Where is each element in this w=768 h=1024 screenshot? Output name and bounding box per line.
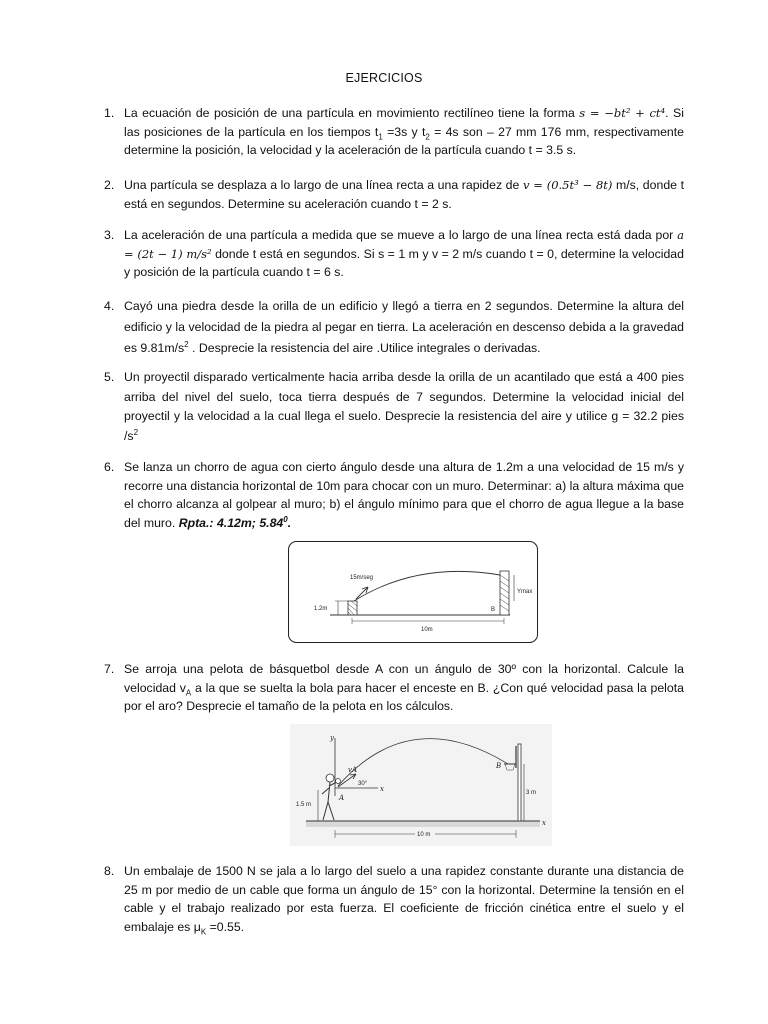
ymax-label: Ymax [517, 589, 533, 595]
speed-label: 15m/seg [350, 575, 374, 581]
water-jet-figure [288, 541, 538, 643]
velocity-formula: v = (0.5t³ − 8t) [522, 178, 613, 192]
velocity-label: vA [348, 766, 358, 774]
distance-label: 10 m [417, 832, 431, 838]
exercise-1: 1. La ecuación de posición de una partícula en movimiento rectilíneo tiene la forma s = −bt² + ct⁴. Si las posiciones de la partícula en los tiempos $t_1 =3s$ y $t_2 = 4s$ son – 27 mm 176 mm, respectivamente determine la posición, la velocidad y la aceleración de la partícula cuando t = 3.5 s. [104, 106, 685, 157]
height-a-label: 1.5 m [296, 802, 312, 808]
angle-label: 30° [358, 781, 368, 787]
exercise-number: 6. [104, 460, 115, 474]
exercise-4: 4. Cayó una piedra desde la orilla de un edificio y llegó a tierra en 2 segundos. Determine la altura del edificio y la velocidad de la piedra al pegar en tierra. La aceleración en descenso debida a la gravedad es $9.81m/s^2$ . Desprecie la resistencia del aire .Utilice integrales o derivadas. [124, 296, 684, 359]
ground-axis-label: x [542, 819, 546, 827]
exercise-number: 5. [104, 370, 115, 384]
distance-label: 10m [421, 627, 433, 633]
basketball-figure [290, 724, 552, 846]
exercise-8: 8. Un embalaje de 1500 N se jala a lo largo del suelo a una rapidez constante durante una distancia de 25 m por medio de un cable que forma un ángulo de 15° con la horizontal. Determine la tensión en el cable y el trabajo realizado por esta fuerza. El coeficiente de fricción cinética entre el suelo y el embalaje es $\mu_K =0.55$. [104, 864, 684, 936]
height-label: 1.2m [314, 606, 328, 612]
point-b-label: B [491, 607, 496, 613]
answer-text: Rpta.: 4.12m; 5.84$^0$. [178, 514, 292, 530]
exercise-number: 3. [104, 228, 115, 242]
exercise-2: 2. Una partícula se desplaza a lo largo de una línea recta a una rapidez de v = (0.5t³ − 8t) m/s, donde t está en segundos. Determine su aceleración cuando t = 2 s. [104, 178, 684, 211]
height-hoop-label: 3 m [526, 790, 537, 796]
exercise-7: 7. Se arroja una pelota de básquetbol desde A con un ángulo de 30º con la horizontal. Calcule la velocidad $v_A$ a la que se suelta la bola para hacer el enceste en B. ¿Con qué velocidad pasa la pelota por el aro? Desprecie el tamaño de la pelota en los cálculos. [104, 662, 684, 713]
exercise-number: 4. [104, 299, 115, 313]
exercise-number: 2. [104, 178, 115, 192]
x-axis-label: x [380, 785, 384, 793]
point-b-label: B [496, 762, 502, 770]
point-a-label: A [339, 794, 345, 802]
page-title: EJERCICIOS [345, 71, 423, 85]
exercise-number: 8. [104, 864, 115, 878]
exercise-number: 7. [104, 662, 115, 676]
y-axis-label: y [330, 734, 334, 742]
exercise-number: 1. [104, 106, 115, 120]
exercise-5: 5. Un proyectil disparado verticalmente hacia arriba desde la orilla de un acantilado que está a 400 pies arriba del nivel del suelo, toca tierra después de 7 segundos. Determine la velocidad inicial del proyectil y la velocidad a la cual llega el suelo. Desprecie la resistencia del aire y utilice g = 32.2 pies $/s^2$ [104, 370, 684, 443]
exercise-3: 3. La aceleración de una partícula a medida que se mueve a lo largo de una línea recta está dada por a = (2t − 1) m/s² donde t está en segundos. Si s = 1 m y v = 2 m/s cuando t = 0, determine la velocidad y posición de la partícula cuando t = 6 s. [104, 228, 684, 279]
exercise-6: 6. Se lanza un chorro de agua con cierto ángulo desde una altura de 1.2m a una velocidad de 15 m/s y recorre una distancia horizontal de 10m para chocar con un muro. Determinar: a) la altura máxima que el chorro alcanza al golpear al muro; b) el ángulo mínimo para que el chorro de agua llegue a la base del muro. Rpta.: 4.12m; 5.84$^0$. [104, 460, 684, 530]
acceleration-formula: a = (2t − 1) m/s² [124, 228, 684, 261]
position-formula: s = −bt² + ct⁴ [579, 106, 666, 120]
